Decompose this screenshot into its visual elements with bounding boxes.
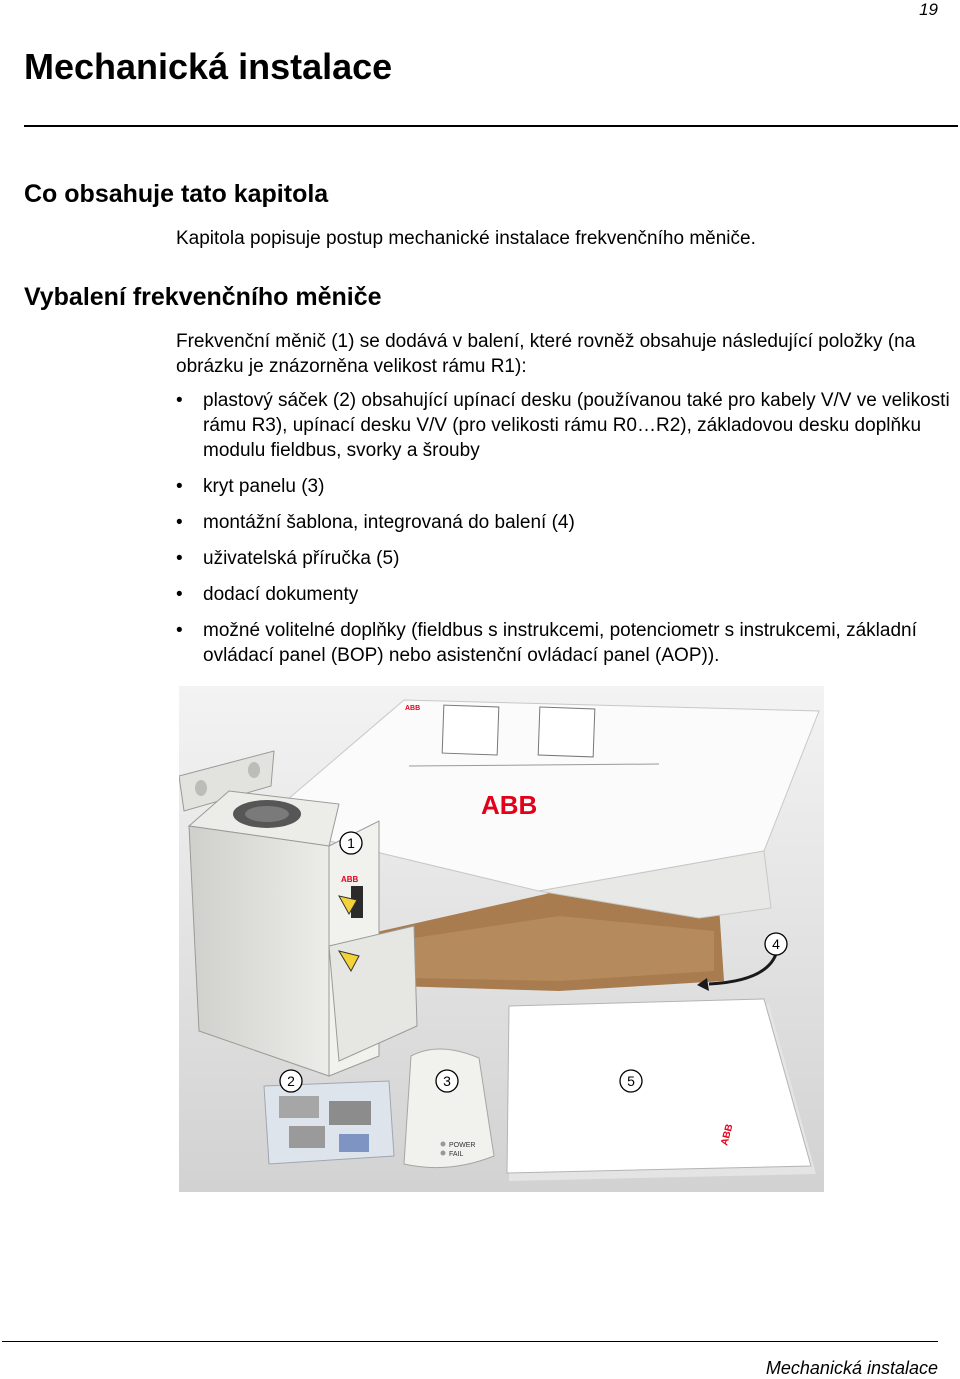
svg-text:4: 4 (772, 936, 780, 952)
drive-brand-logo: ABB (341, 875, 359, 884)
list-item: • dodací dokumenty (176, 582, 956, 607)
svg-text:1: 1 (347, 835, 355, 851)
unpacking-intro: Frekvenční měnič (1) se dodává v balení, které rovněž obsahuje následující položky (na obrázku je znázorněna velikost rámu R1): (176, 331, 916, 377)
list-item: • montážní šablona, integrovaná do balení (4) (176, 510, 956, 535)
package-contents-list (176, 388, 956, 679)
footer-rule (2, 1341, 938, 1342)
svg-text:3: 3 (443, 1073, 451, 1089)
user-manual (507, 999, 816, 1181)
brand-logo-small: ABB (405, 705, 421, 712)
section-heading-chapter-contents: Co obsahuje tato kapitola (24, 180, 329, 208)
svg-text:5: 5 (627, 1073, 635, 1089)
package-contents-photo (179, 686, 824, 1192)
callout-4 (765, 933, 787, 955)
manual-brand-logo: ABB (719, 1122, 736, 1147)
panel-label-fail: FAIL (449, 1151, 464, 1158)
callout-1 (340, 832, 362, 854)
callout-2 (280, 1070, 302, 1092)
page-number: 19 (919, 0, 938, 19)
panel-label-power: POWER (449, 1142, 476, 1149)
footer-chapter-title: Mechanická instalace (765, 1358, 938, 1378)
section-heading-unpacking: Vybalení frekvenčního měniče (24, 283, 382, 311)
callout-5 (620, 1070, 642, 1092)
list-item: • možné volitelné doplňky (fieldbus s instrukcemi, potenciometr s instrukcemi, základní ovládací panel (BOP) nebo asistenční ovládací panel (AOP)). (176, 618, 956, 668)
list-item: • uživatelská příručka (5) (176, 546, 956, 571)
header-rule (24, 125, 958, 127)
list-item: • kryt panelu (3) (176, 474, 956, 499)
panel-cover (404, 1049, 494, 1168)
callout-3 (436, 1070, 458, 1092)
section-text-chapter-contents: Kapitola popisuje postup mechanické instalace frekvenčního měniče. (176, 228, 756, 249)
plastic-bag-with-clamps (264, 1081, 394, 1164)
svg-text:2: 2 (287, 1073, 295, 1089)
brand-logo: ABB (481, 790, 538, 820)
list-item: • plastový sáček (2) obsahující upínací desku (používanou také pro kabely V/V ve velikosti rámu R3), upínací desku V/V (pro velikosti rámu R0…R2), základovou desku doplňku modulu fieldbus, svorky a šrouby (176, 388, 956, 463)
page-title: Mechanická instalace (24, 46, 393, 87)
